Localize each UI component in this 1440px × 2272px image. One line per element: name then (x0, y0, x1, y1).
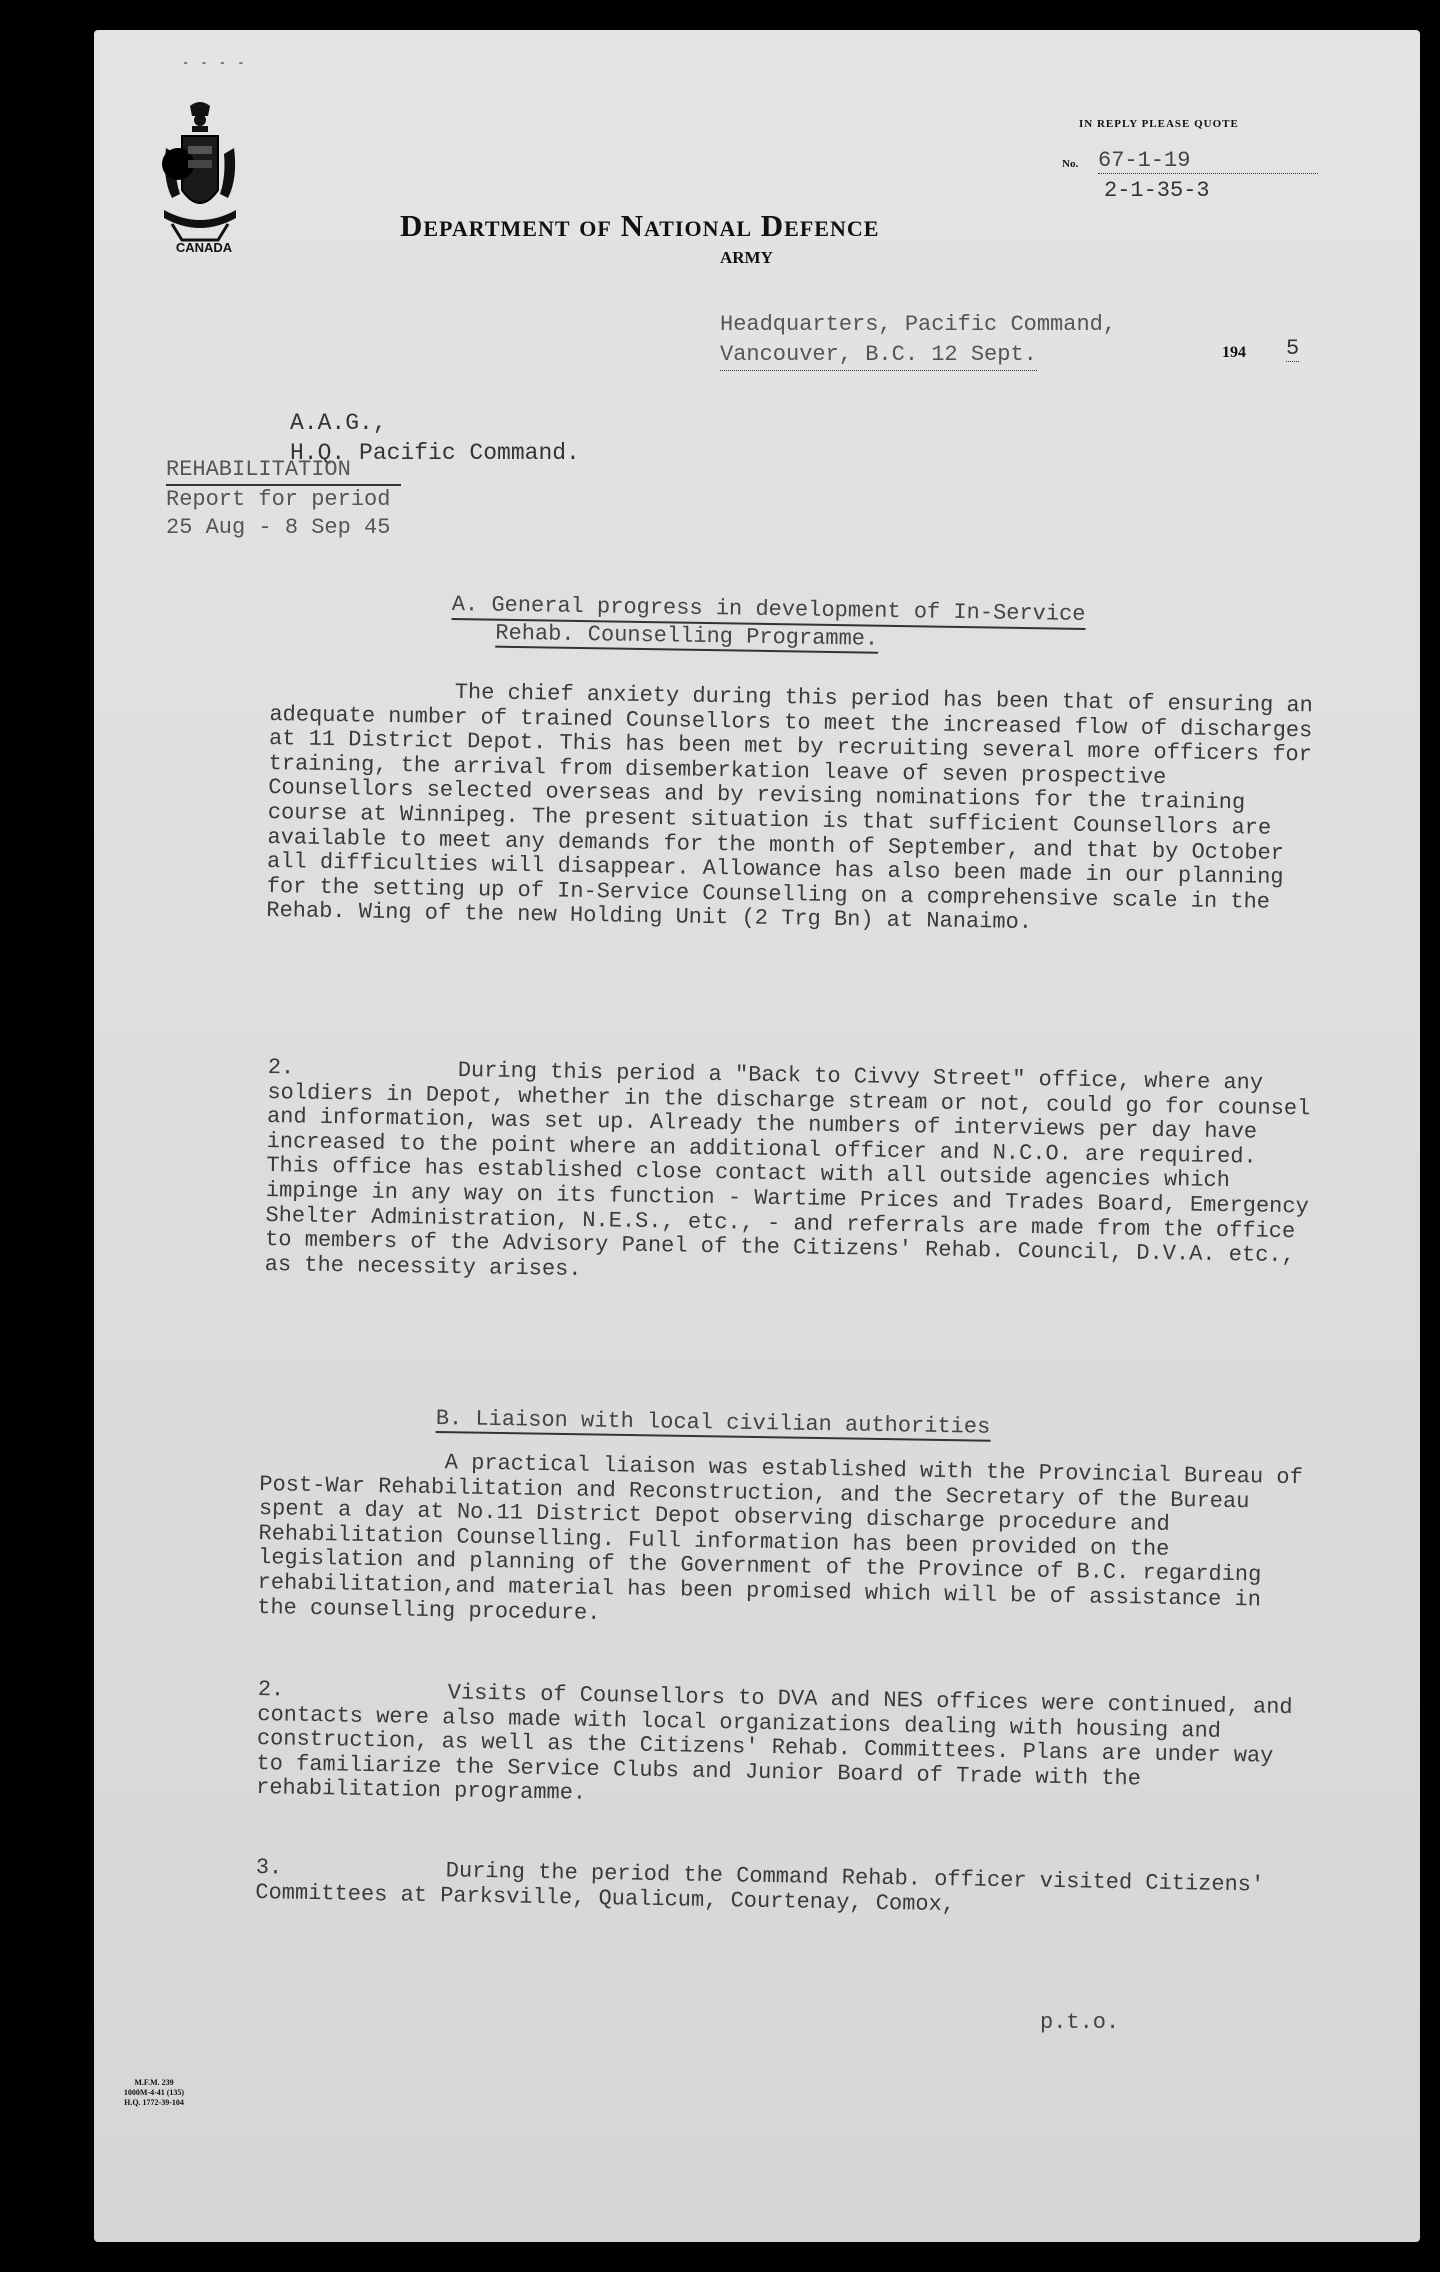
form-code (94, 2078, 214, 2108)
addressee-line-1: A.A.G., (290, 410, 387, 436)
paragraph-text: A practical liaison was established with the Provincial Bureau of Post-War Rehabilitation and Reconstruction, and the Secretary of the Bureau spent a day at No.11 District Depot observing discharge procedure and Rehabilitation Counselling. Full information has been provided on the legislation and planning of the Government of the Province of B.C. regarding rehabilitation,and material has been promised which will be of assistance in the counselling procedure. (257, 1450, 1303, 1626)
subject-line-2: Report for period (166, 487, 391, 512)
section-a-heading-line-1: A. General progress in development of In-Service (452, 592, 1086, 630)
section-b-paragraph-3 (255, 1856, 1306, 1924)
paragraph-text: During this period a "Back to Civvy Street" office, where any soldiers in Depot, whether in the discharge stream or not, could go for counsel and information, was set up. Already the numbers of interviews per day have increased to the point where an additional officer and N.C.O. are required. This office has established close contact with all outside agencies which impinge in any way on its function - Wartime Prices and Trades Board, Emergency Shelter Administration, N.E.S., etc., - and referrals are made from the office to members of the Advisory Panel of the Citizens' Rehab. Council, D.V.A. etc., as the necessity arises. (264, 1057, 1311, 1282)
reference-number-2: 2-1-35-3 (1104, 178, 1210, 203)
section-b-heading-text: B. Liaison with local civilian authorities (435, 1406, 991, 1440)
addressee-line-2: H.Q. Pacific Command. (290, 440, 580, 466)
section-a-paragraph-1 (266, 678, 1320, 940)
reply-label: IN REPLY PLEASE QUOTE (1079, 118, 1239, 130)
section-b-paragraph-1 (257, 1448, 1310, 1638)
paragraph-number: 2. (267, 1055, 295, 1081)
origin-line-1: Headquarters, Pacific Command, (720, 312, 1117, 337)
pto-note: p.t.o. (1040, 2010, 1120, 2035)
year-suffix: 5 (1286, 336, 1300, 361)
document-page (94, 30, 1420, 2242)
year-prefix: 194 (1222, 344, 1246, 361)
subject-block (166, 456, 401, 542)
top-mark: - - - - (182, 56, 247, 70)
form-code-line-3: H.Q. 1772-39-104 (124, 2098, 184, 2107)
origin-block (720, 310, 1116, 371)
reference-no-label: No. (1062, 158, 1079, 170)
form-code-line-2: 1000M-4-41 (135) (123, 2088, 185, 2097)
paragraph-text: Visits of Counsellors to DVA and NES offices were continued, and contacts were also made with local organizations dealing with housing and construction, as well as the Citizens' Rehab. Committees. Plans are under way to familiarize the Service Clubs and Junior Board of Trade with the rehabilitation programme. (255, 1680, 1293, 1807)
paragraph-number: 2. (257, 1677, 285, 1703)
reference-number-1: 67-1-19 (1098, 148, 1318, 174)
form-code-line-1: M.F.M. 239 (134, 2078, 174, 2087)
section-a-heading-line-2: Rehab. Counselling Programme. (495, 620, 879, 652)
paragraph-text: The chief anxiety during this period has been that of ensuring an adequate number of trained Counsellors to meet the increased flow of discharges at 11 District Depot. This has been met by recruiting several more officers for training, the arrival from disemberkation leave of seven prospective Counsellors selected overseas and by revising nominations for the training course at Winnipeg. The present situation is that sufficient Counsellors are available to meet any demands for the month of September, and that by October all difficulties will disappear. Allowance has also been made in our planning for the setting up of In-Service Counselling on a comprehensive scale in the Rehab. Wing of the new Holding Unit (2 Trg Bn) at Nanaimo. (266, 679, 1314, 936)
coat-of-arms-icon (152, 98, 248, 248)
country-label: CANADA (175, 240, 233, 255)
section-a-paragraph-2 (265, 1056, 1318, 1294)
section-a-heading (451, 592, 1085, 656)
section-b-heading (436, 1406, 991, 1441)
section-b-paragraph-2 (256, 1678, 1308, 1819)
subject-line-3: 25 Aug - 8 Sep 45 (166, 515, 391, 540)
subject-title: REHABILITATION (166, 456, 401, 486)
department-title: Department of National Defence (400, 208, 880, 243)
branch-title: ARMY (720, 248, 773, 267)
origin-line-2: Vancouver, B.C. 12 Sept. (720, 340, 1037, 371)
paragraph-text: During the period the Command Rehab. officer visited Citizens' Committees at Parksville, Qualicum, Courtenay, Comox, (255, 1858, 1265, 1917)
paragraph-number: 3. (255, 1855, 283, 1881)
